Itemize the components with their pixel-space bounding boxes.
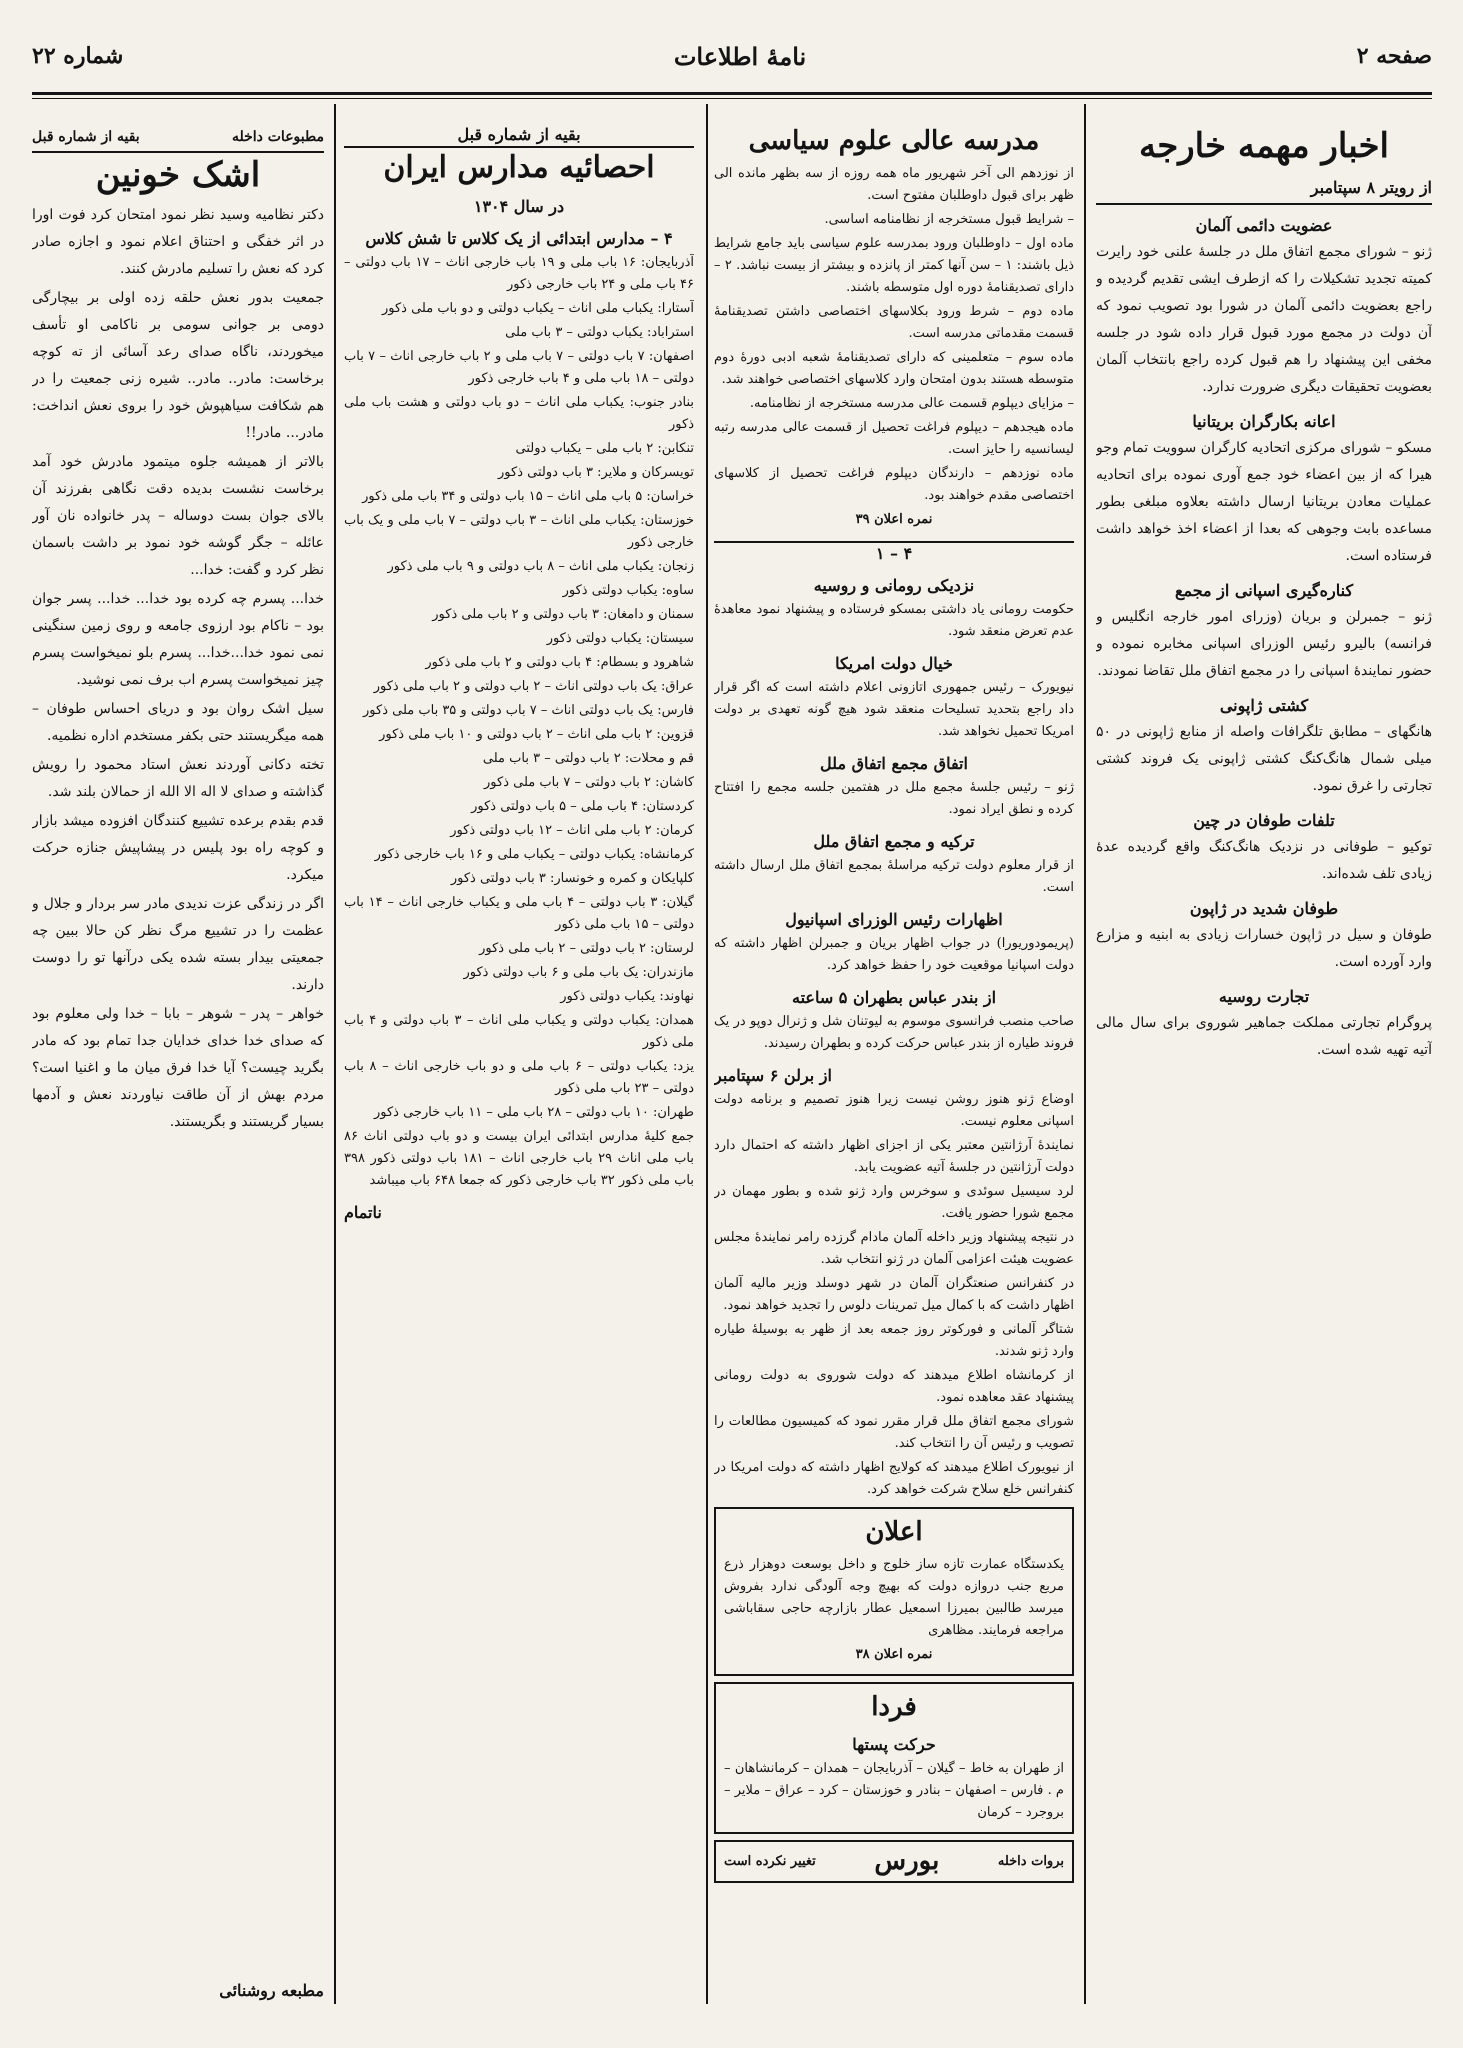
stats-line: خراسان: ۵ باب ملی اناث – ۱۵ باب دولتی و ۳۴ باب ملی ذکور: [362, 489, 694, 504]
story-section: مطبوعات داخله: [231, 129, 324, 145]
stats-line: اصفهان: ۷ باب دولتی – ۷ باب ملی و ۲ باب خارجی اناث – ۷ باب دولتی – ۱۸ باب ملی و ۴ باب خارجی ذکور: [344, 349, 694, 386]
stats-line: زنجان: یکباب ملی اناث – ۸ باب دولتی و ۹ باب ملی ذکور: [387, 559, 694, 574]
foreign-news-dateline: از رویتر ۸ سپتامبر: [1096, 177, 1432, 205]
notice-paragraph: ماده نوزدهم – دارندگان دیپلوم فراغت تحصیل از کلاسهای اختصاصی مقدم خواهند بود.: [714, 466, 1074, 504]
story-paragraph: سیل اشک روان بود و دریای احساس طوفان – همه میگریستند حتی بکفر مستخدم اداره نظمیه.: [32, 700, 324, 744]
story-paragraph: جمعیت بدور نعش حلقه زده اولی بر بیچارگی دومی بر جوانی سومی بر ناکامی او تأسف میخوردند، ناگاه صدای رعد آسائی از ته کوچه برخاست: مادر.. مادر.. شیره زنی جمعیت را در هم شکافت سیاهپوش خود را بروی نعش انداخت: مادر... مادر!!: [32, 289, 324, 441]
news-paragraph: شورای مجمع اتفاق ملل قرار مقرر نمود که کمیسیون مطالعات را تصویب و رئیس آن را انتخاب کند.: [714, 1414, 1074, 1452]
stats-line: آذربایجان: ۱۶ باب ملی و ۱۹ باب خارجی اناث – ۱۷ باب دولتی – ۴۶ باب ملی و ۲۴ باب خارجی ذکور: [344, 255, 694, 292]
news-subhead: اتفاق مجمع اتفاق ملل: [820, 754, 968, 774]
news-paragraph: اوضاع ژنو هنوز روشن نیست زیرا هنوز تصمیم و برنامه دولت اسپانی معلوم نیست.: [714, 1092, 1074, 1130]
news-paragraph: لرد سیسیل سوئدی و سوخرس وارد ژنو شده و بطور مهمان در مجمع شورا حضور یافت.: [714, 1184, 1074, 1222]
stats-line: نهاوند: یکباب دولتی ذکور: [560, 989, 694, 1004]
page-number: صفحه ۲: [1356, 43, 1432, 69]
news-paragraph: توکیو – طوفانی در نزدیک هانگ‌کنگ واقع گردیده عدهٔ زیادی تلف شده‌اند.: [1096, 838, 1432, 882]
notice-paragraph: – مزایای دیپلوم قسمت عالی مدرسه مستخرجه از نظامنامه.: [749, 396, 1074, 412]
news-subhead: اعانه بکارگران بریتانیا: [1192, 411, 1336, 431]
story-paragraph: دکتر نظامیه وسید نظر نمود امتحان کرد فوت اورا در اثر خفگی و احتناق اعلام نمود و اجازه صادر کرد که نعش را تسلیم مادرش کنند.: [32, 206, 324, 277]
notice-paragraph: – شرایط قبول مستخرجه از نظامنامه اساسی.: [824, 212, 1074, 228]
center-section: [714, 124, 1074, 2004]
notice-paragraph: از نوزدهم الی آخر شهریور ماه همه روزه از سه بظهر مانده الی ظهر برای قبول داوطلبان مفتوح است.: [714, 166, 1074, 204]
news-paragraph: صاحب منصب فرانسوی موسوم به لیوتنان شل و ژنرال دوپو در یک فروند طیاره از بندر عباس حرکت کرده و بطهران رسیدند.: [714, 1014, 1074, 1052]
stats-line: همدان: یکباب دولتی و یکباب ملی اناث – ۳ باب دولتی و ۴ باب ملی ذکور: [344, 1013, 694, 1050]
notice-paragraph: ماده سوم – متعلمینی که دارای تصدیقنامهٔ شعبه ادبی دورهٔ دوم متوسطه هستند بدون امتحان وارد کلاسهای اختصاصی خواهند شد.: [714, 350, 1074, 388]
stats-line: تنکابن: ۲ باب ملی – یکباب دولتی: [515, 441, 694, 456]
stats-line: کلپایکان و کمره و خونسار: ۳ باب دولتی ذکور: [450, 871, 694, 886]
masthead-rule-thin: [32, 98, 1432, 99]
news-paragraph: نمایندهٔ آرژانتین معتبر یکی از اجزای اظهار داشته که احتمال دارد دولت آرژانتین در جلسهٔ آتیه عضویت یابد.: [714, 1138, 1074, 1176]
news-paragraph: پروگرام تجارتی مملکت جماهیر شوروی برای سال مالی آتیه تهیه شده است.: [1096, 1014, 1432, 1058]
stats-line: کاشان: ۲ باب دولتی – ۷ باب ملی ذکور: [484, 775, 694, 790]
news-subhead: خیال دولت امریکا: [835, 654, 953, 674]
news-paragraph: از نیویورک اطلاع میدهند که کولایج اظهار داشته که دولت امریکا در کنفرانس خلع سلاح شرکت خواهد کرد.: [714, 1460, 1074, 1498]
printer-name: مطبعه روشنائی: [219, 1981, 324, 2000]
column-rule: [1084, 104, 1086, 2004]
news-subhead: اظهارات رئیس الوزرای اسپانیول: [785, 910, 1003, 930]
story-paragraph: تخته دکانی آوردند نعش استاد محمود را رویش گذاشته و صدای لا اله الا الله از حمالان بلند شد.: [32, 756, 324, 800]
post-text: از طهران به خاط – گیلان – آذربایجان – همدان – کرمانشاهان – م . فارس – اصفهان – بنادر و خوزستان – کرد – عراق – ملایر – بروجرد – کرمان: [724, 1760, 1064, 1820]
post-subtitle: حرکت پستها: [852, 1734, 936, 1754]
stats-end: ناتمام: [344, 1203, 382, 1222]
news-subhead: طوفان شدید در ژاپون: [1189, 898, 1339, 918]
ad-text: یکدستگاه عمارت تازه ساز خلوج و داخل بوسعت دوهزار ذرع مربع جنب دروازه دولت که بهیچ وجه آلودگی ندارد بفروش میرسد طالبین بمیرزا اسمعیل عطار بازارچه حاجی سقاباشی مراجعه فرمایند. مظاهری: [724, 1557, 1064, 1639]
foreign-news-column: [1096, 124, 1432, 2004]
story-top-line: [32, 124, 324, 153]
news-subhead: کشتی ژاپونی: [1219, 695, 1309, 715]
bourse-left: بروات داخله: [997, 1853, 1064, 1869]
notice-number: نمره اعلان ۳۹: [855, 512, 933, 528]
notice-paragraph: ماده دوم – شرط ورود بکلاسهای اختصاصی داشتن تصدیقنامهٔ قسمت مقدماتی مدرسه است.: [714, 304, 1074, 342]
ad-box: [714, 1507, 1074, 1676]
news-paragraph: (پریمودوریورا) در جواب اظهار بریان و جمبرلن اظهار داشته که دولت اسپانیا موقعیت خود را حفظ خواهد کرد.: [714, 936, 1074, 974]
ad-number: نمره اعلان ۳۸: [855, 1647, 933, 1663]
foreign-news-title: اخبار مهمه خارجه: [1139, 126, 1389, 166]
school-stats-column: [344, 124, 694, 2004]
story-body: [32, 202, 324, 1136]
stats-subtitle: ۴ – مدارس ابتدائی از یک کلاس تا شش کلاس: [365, 229, 673, 248]
stats-line: لرستان: ۲ باب دولتی – ۲ باب ملی ذکور: [479, 941, 694, 956]
stats-line: شاهرود و بسطام: ۴ باب دولتی و ۲ باب ملی ذکور: [425, 655, 694, 670]
news-paragraph: ژنو – رئیس جلسهٔ مجمع ملل در هفتمین جلسه مجمع را افتتاح کرده و نطق ایراد نمود.: [714, 780, 1074, 818]
story-paragraph: اگر در زندگی عزت ندیدی مادر سر بردار و جلال و عظمت را در تشییع مرگ نظر کن حالا ببین چه جمعیتی بیدار بسته شده یکی درآنها تو را دوست دارند.: [32, 895, 324, 993]
story-paragraph: قدم بقدم برعده تشییع کنندگان افزوده میشد بازار و کوچه راه بود پلیس در پیشاپیش جنازه حرکت میکرد.: [32, 812, 324, 883]
news-paragraph: در نتیجه پیشنهاد وزیر داخله آلمان مادام گرزده رامر نمایندۀ مجلس عضویت هیئت اعزامی آلمان در ژنو انتخاب شد.: [714, 1230, 1074, 1268]
stats-line: استراباد: یکباب دولتی – ۳ باب ملی: [505, 325, 694, 340]
news-subhead: عضویت دائمی آلمان: [1195, 215, 1333, 235]
stats-line: سیستان: یکباب دولتی ذکور: [546, 631, 694, 646]
masthead-rule: [32, 92, 1432, 95]
news-paragraph: در کنفرانس صنعتگران آلمان در شهر دوسلد وزیر مالیه آلمان اظهار داشت که با کمال میل تمرینات دلوس را تجدید خواهد نمود.: [714, 1276, 1074, 1314]
news-paragraph: ژنو – شورای مجمع اتفاق ملل در جلسهٔ علنی خود رایرت کمیته تجدید تشکیلات را که ازطرف ایشی تقدیم گردیده و راجع بعضویت دائمی آلمان در شورا بود تصویب نمود که آن دولت در مجمع مورد قبول قرار داده شود در جلسه مخفی این پیشنهاد را هم قبول کرده راجع بانتخاب آلمان بعضویت تحقیقات دیگری ضرورت ندارد.: [1096, 243, 1432, 395]
masthead: [32, 28, 1432, 84]
story-column: [32, 124, 324, 2004]
news-paragraph: از قرار معلوم دولت ترکیه مراسلهٔ بمجمع اتفاق ملل ارسال داشته است.: [714, 858, 1074, 896]
stats-line: عراق: یک باب دولتی اناث – ۲ باب دولتی و ۲ باب ملی ذکور: [373, 679, 694, 694]
news-paragraph: ژنو – جمبرلن و بریان (وزرای امور خارجه انگلیس و فرانسه) بالیرو رئیس الوزرای اسپانی مخابره نموده و حضور نمایندۀ اسپانی را در مجمع اتفاق ملل تقاضا نمودند.: [1096, 608, 1432, 679]
stats-line: تویسرکان و ملایر: ۳ باب دولتی ذکور: [498, 465, 694, 480]
news-paragraph: مسکو – شورای مرکزی اتحادیه کارگران سوویت تمام وجو هیرا که از بین اعضاء خود جمع آوری نموده برای اتحادیه عملیات معادن بریتانیا ارسال داشته بعلاوه مبلغی بطور مساعده بابت وجوهی که بعدا از اعضاء اخذ خواهد داشت فرستاده است.: [1096, 439, 1432, 564]
school-notice-title: مدرسه عالی علوم سیاسی: [748, 126, 1040, 156]
paper-name: نامۀ اطلاعات: [673, 41, 807, 71]
news-paragraph: نیویورک – رئیس جمهوری اتازونی اعلام داشته است که اگر قرار داد راجع بتحدید تسلیحات منعقد شود هیچ گونه تعهدی بر دولت امریکا تحمیل نخواهد شد.: [714, 680, 1074, 740]
stats-line: یزد: یکباب دولتی – ۶ باب ملی و دو باب خارجی اناث – ۸ باب دولتی – ۲۳ باب ملی ذکور: [344, 1059, 694, 1096]
stats-line: جمع کلیهٔ مدارس ابتدائی ایران بیست و دو باب دولتی اناث ۸۶ باب ملی اناث ۲۹ باب خارجی اناث – ۱۸۱ باب دولتی ذکور ۳۹۸ باب ملی ذکور ۳۲ باب خارجی ذکور که جمعا ۶۴۸ باب میباشد: [344, 1129, 694, 1188]
stats-line: بنادر جنوب: یکباب ملی اناث – دو باب دولتی و هشت باب ملی ذکور: [344, 395, 694, 432]
stats-line: کردستان: ۴ باب ملی – ۵ باب دولتی ذکور: [471, 799, 694, 814]
news-paragraph: هانگهای – مطابق تلگرافات واصله از منابع ژاپونی در ۵۰ میلی شمال هانگ‌کنگ کشتی ژاپونی یک فروند کشتی تجارتی را غرق نمود.: [1096, 723, 1432, 794]
stats-line: کرمان: ۲ باب ملی اناث – ۱۲ باب دولتی ذکور: [450, 823, 694, 838]
news-subhead: ترکیه و مجمع اتفاق ملل: [813, 832, 975, 852]
story-title: اشک خونین: [95, 155, 261, 195]
stats-line: طهران: ۱۰ باب دولتی – ۲۸ باب ملی – ۱۱ باب خارجی ذکور: [373, 1105, 694, 1120]
news-paragraph: حکومت رومانی یاد داشتی بمسکو فرستاده و پیشنهاد نمود معاهدهٔ عدم تعرض منعقد شود.: [714, 602, 1074, 640]
stats-line: آستارا: یکباب ملی اناث – یکباب دولتی و دو باب ملی ذکور: [381, 301, 694, 316]
story-paragraph: بالاتر از همیشه جلوه میتمود مادرش خود آمد برخاست نشست بدیده دقت نگاهی بفرزند آن بالای جوان بست دوساله – پدر خانواده نان آور عائله – جگر گوشه خود نمود بر داشت باسمان نظر کرد و گفت: خدا...: [32, 453, 324, 578]
stats-line: ساوه: یکباب دولتی ذکور: [562, 583, 694, 598]
newspaper-page: [32, 28, 1432, 2018]
stats-line: فارس: یک باب دولتی اناث – ۷ باب دولتی و ۳۵ باب ملی ذکور: [363, 703, 694, 718]
post-title: فردا: [871, 1692, 917, 1723]
story-continued: بقیه از شماره قبل: [32, 129, 140, 145]
news-subhead: کناره‌گیری اسپانی از مجمع: [1174, 580, 1354, 600]
news-dateline: از برلن ۶ سپتامبر: [714, 1066, 832, 1086]
notice-paragraph: ماده اول – داوطلبان ورود بمدرسه علوم سیاسی باید جامع شرایط ذیل باشند: ۱ – سن آنها کمتر از پانزده و بیشتر از بیست نباشد. ۲ – دارای تصدیقنامهٔ دوره اول متوسطه باشند.: [714, 236, 1074, 296]
stats-top: بقیه از شماره قبل: [344, 124, 694, 148]
news-subhead: تلفات طوفان در چین: [1193, 810, 1335, 830]
news-paragraph: از کرمانشاه اطلاع میدهند که دولت شوروی به دولت رومانی پیشنهاد عقد معاهده نمود.: [714, 1368, 1074, 1406]
notice-paragraph: ماده هیجدهم – دیپلوم فراغت تحصیل از قسمت عالی مدرسه رتبه لیسانسیه را حایز است.: [714, 420, 1074, 458]
news-paragraph: شتاگر آلمانی و فورکوتر روز جمعه بعد از ظهر به بوسیلهٔ طیاره وارد ژنو شدند.: [714, 1322, 1074, 1360]
bourse-box: [714, 1840, 1074, 1883]
news-subhead: از بندر عباس بطهران ۵ ساعته: [791, 988, 997, 1008]
issue-number: شماره ۲۲: [32, 43, 124, 69]
notice-ref: ۴ – ۱: [714, 541, 1074, 565]
stats-line: قم و محلات: ۲ باب دولتی – ۳ باب ملی: [482, 751, 694, 766]
post-schedule-box: [714, 1682, 1074, 1833]
stats-line: مازندران: یک باب ملی و ۶ باب دولتی ذکور: [463, 965, 694, 980]
news-subhead: نزدیکی رومانی و روسیه: [813, 576, 975, 596]
stats-line: گیلان: ۳ باب دولتی – ۴ باب ملی و یکباب خارجی اناث – ۱۴ باب دولتی – ۱۵ باب ملی ذکور: [344, 895, 694, 932]
stats-line: کرمانشاه: یکباب دولتی – یکباب ملی و ۱۶ باب خارجی ذکور: [374, 847, 694, 862]
bourse-right: تغییر نکرده است: [724, 1853, 816, 1869]
story-paragraph: خواهر – پدر – شوهر – بابا – خدا ولی معلوم بود که صدای خدا خدای خدایان جدا تمام بود که مادر بگرید چیست؟ آیا خدا فرق میان ما و اغنیا است؟ مردم بهش از آن طاقت نیاوردند نعش و آدمها بسیار گریستند و بگریستند.: [32, 1005, 324, 1130]
stats-line: خوزستان: یکباب ملی اناث – ۳ باب دولتی – ۷ باب ملی و یک باب خارجی ذکور: [344, 513, 694, 550]
stats-year: در سال ۱۳۰۴: [473, 197, 565, 216]
bourse-title: بورس: [874, 1845, 940, 1876]
stats-line: قزوین: ۲ باب ملی اناث – ۲ باب دولتی و ۱۰ باب ملی ذکور: [379, 727, 694, 742]
stats-title: احصائیه مدارس ایران: [383, 150, 655, 185]
column-rule: [706, 104, 708, 2004]
story-paragraph: خدا... پسرم چه کرده بود خدا... خدا... پسر جوان بود – ناکام بود ارزوی جامعه و روی زمین سنگینی نمی نمود خدا...خدا... پسرم بلو نمیخواست پسرم چیز نمیخواست پسرم اب برف نمی نوشید.: [32, 590, 324, 688]
news-subhead: تجارت روسیه: [1218, 986, 1310, 1006]
ad-title: اعلان: [865, 1517, 923, 1548]
news-paragraph: طوفان و سیل در ژاپون خسارات زیادی به ابنیه و مزارع وارد آورده است.: [1096, 926, 1432, 970]
column-rule: [334, 104, 336, 2004]
stats-line: سمنان و دامغان: ۳ باب دولتی و ۲ باب ملی ذکور: [432, 607, 694, 622]
